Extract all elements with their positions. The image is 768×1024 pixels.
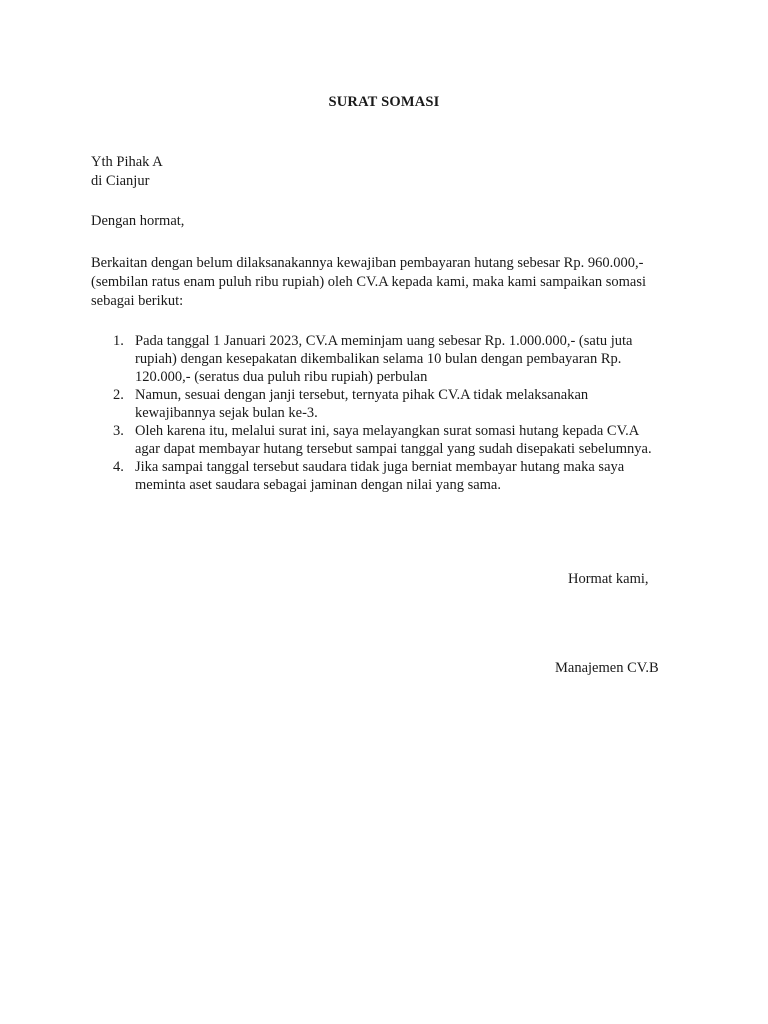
- point-line: agar dapat membayar hutang tersebut sampai tanggal yang sudah disepakati sebelumnya.: [135, 441, 652, 457]
- addressee-name: Yth Pihak A: [91, 154, 163, 170]
- signatory-name: Manajemen CV.B: [555, 660, 659, 676]
- point-number: 2.: [113, 387, 124, 403]
- point-line: Oleh karena itu, melalui surat ini, saya melayangkan surat somasi hutang kepada CV.A: [135, 423, 640, 439]
- letter-title: SURAT SOMASI: [328, 94, 440, 110]
- point-number: 4.: [113, 459, 124, 475]
- point-line: kewajibannya sejak bulan ke-3.: [135, 405, 318, 421]
- point-line: meminta aset saudara sebagai jaminan dengan nilai yang sama.: [135, 477, 501, 493]
- point-line: Jika sampai tanggal tersebut saudara tidak juga berniat membayar hutang maka saya: [135, 459, 625, 475]
- point-line: 120.000,- (seratus dua puluh ribu rupiah) perbulan: [135, 369, 428, 385]
- closing-phrase: Hormat kami,: [568, 571, 649, 587]
- list-item: [91, 422, 691, 458]
- list-item: [91, 332, 691, 386]
- addressee-block: [91, 153, 163, 191]
- point-number: 1.: [113, 333, 124, 349]
- point-line: Pada tanggal 1 Januari 2023, CV.A meminjam uang sebesar Rp. 1.000.000,- (satu juta: [135, 333, 633, 349]
- list-item: [91, 458, 691, 494]
- numbered-points-list: [91, 332, 691, 494]
- list-item: [91, 386, 691, 422]
- intro-line: sebagai berikut:: [91, 293, 184, 309]
- point-line: Namun, sesuai dengan janji tersebut, ternyata pihak CV.A tidak melaksanakan: [135, 387, 589, 403]
- intro-paragraph: [91, 254, 691, 311]
- point-number: 3.: [113, 423, 124, 439]
- salutation: Dengan hormat,: [91, 213, 185, 229]
- intro-line: Berkaitan dengan belum dilaksanakannya kewajiban pembayaran hutang sebesar Rp. 960.000,-: [91, 255, 644, 271]
- addressee-location: di Cianjur: [91, 173, 150, 189]
- intro-line: (sembilan ratus enam puluh ribu rupiah) oleh CV.A kepada kami, maka kami sampaikan somasi: [91, 274, 647, 290]
- point-line: rupiah) dengan kesepakatan dikembalikan selama 10 bulan dengan pembayaran Rp.: [135, 351, 622, 367]
